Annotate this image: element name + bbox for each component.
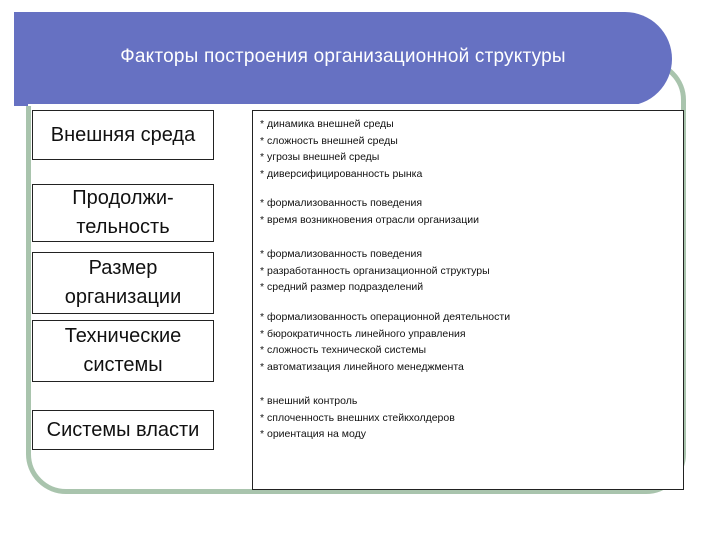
title-underline [28, 104, 650, 106]
factor-organization-size: Размер организации [32, 252, 214, 314]
factor-external-environment: Внешняя среда [32, 110, 214, 160]
detail-line: * разработанность организационной структуры [260, 264, 490, 277]
factor-power-systems: Системы власти [32, 410, 214, 450]
detail-line: * ориентация на моду [260, 428, 366, 441]
factor-duration: Продолжи- тельность [32, 184, 214, 242]
factor-technical-systems: Технические системы [32, 320, 214, 382]
details-group-power [260, 393, 680, 443]
detail-line: * диверсифицированность рынка [260, 167, 423, 180]
details-group-technical [260, 309, 680, 375]
details-group-duration [260, 195, 680, 228]
detail-line: * автоматизация линейного менеджмента [260, 360, 464, 373]
detail-line: * динамика внешней среды [260, 118, 394, 130]
detail-line: * внешний контроль [260, 395, 358, 407]
detail-line: * формализованность поведения [260, 197, 423, 209]
detail-line: * сложность технической системы [260, 344, 427, 357]
detail-line: * время возникновения отрасли организации [260, 213, 479, 226]
detail-line: * формализованность поведения [260, 248, 423, 260]
detail-line: * угрозы внешней среды [260, 151, 380, 164]
detail-line: * сплоченность внешних стейкхолдеров [260, 411, 455, 424]
detail-line: * средний размер подразделений [260, 281, 424, 294]
details-group-external [260, 116, 680, 182]
detail-line: * бюрократичность линейного управления [260, 327, 466, 340]
detail-line: * формализованность операционной деятельности [260, 311, 511, 323]
slide-title: Факторы построения организационной структуры [120, 46, 566, 67]
title-band [14, 12, 672, 106]
detail-line: * сложность внешней среды [260, 134, 398, 147]
details-group-size [260, 246, 680, 296]
